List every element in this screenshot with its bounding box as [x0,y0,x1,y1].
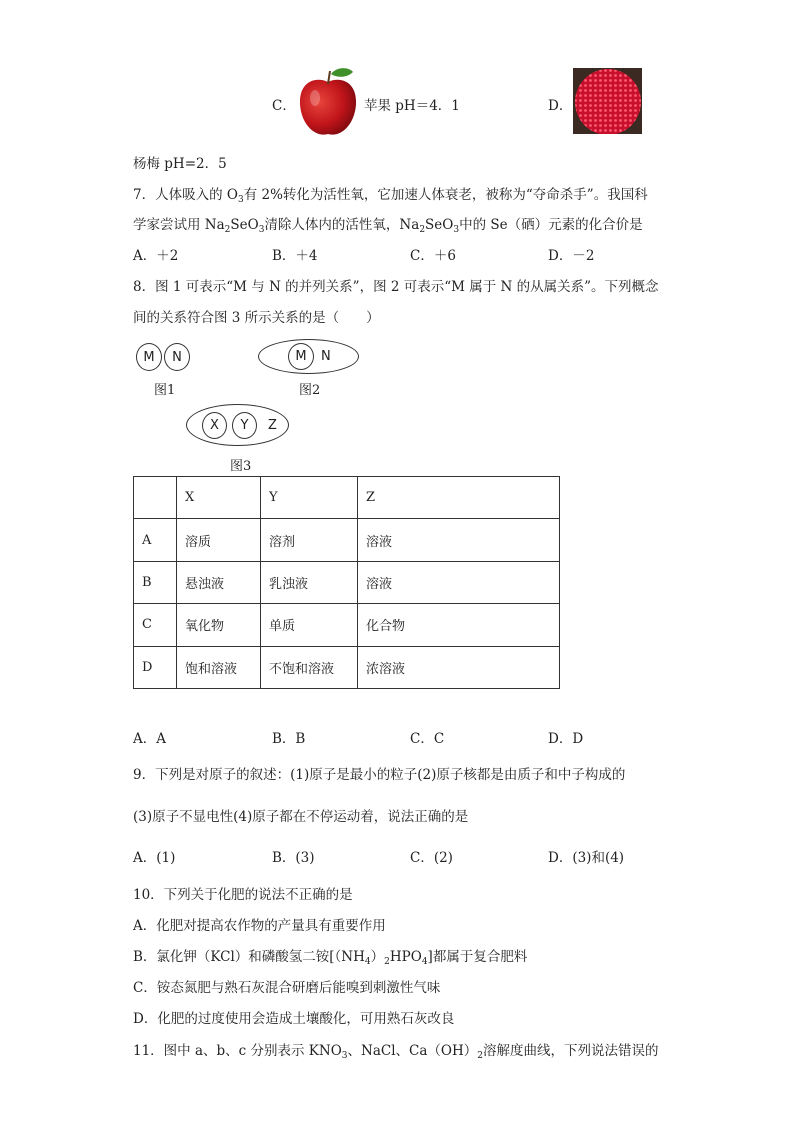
bayberry-image [573,68,642,134]
q8-option-c: C．C [410,731,445,747]
q9-option-d: D．(3)和(4) [548,850,625,866]
q7-option-d: D．－2 [548,248,595,264]
q7-option-c: C．＋6 [410,248,456,264]
table-row [134,561,560,603]
q10-stem: 10．下列关于化肥的说法不正确的是 [133,887,353,903]
q6-option-c-text: 苹果 pH＝4．1 [364,98,460,114]
fig2-label-n: N [321,349,331,364]
q8-option-b: B．B [272,731,306,747]
table-cell: 溶质 [177,519,261,561]
table-cell: 浓溶液 [358,646,560,688]
table-cell: D [134,646,177,688]
q8-stem-line1: 8．图 1 可表示“M 与 N 的并列关系”，图 2 可表示“M 属于 N 的从属关系”。下列概念 [133,279,659,295]
table-cell: Z [358,477,560,519]
q8-option-a: A．A [133,731,166,747]
table-cell: B [134,561,177,603]
table-cell: 氧化物 [177,604,261,646]
q6-option-d-text: 杨梅 pH=2．5 [133,156,227,172]
fig2-caption: 图2 [299,383,321,398]
fig3-caption: 图3 [230,459,252,474]
table-row [134,519,560,561]
q9-option-a: A．(1) [133,850,176,866]
table-cell: 悬浊液 [177,561,261,603]
table-row [134,646,560,688]
fig1-circle-n: N [164,343,190,371]
q10-option-a: A．化肥对提高农作物的产量具有重要作用 [133,918,386,934]
q11-stem-line1: 11．图中 a、b、c 分别表示 $KNO_3$、NaCl、$Ca(OH)_2$溶解度曲线，下列说法错误的 [133,1043,659,1061]
q7-option-b: B．＋4 [272,248,318,264]
table-cell: 饱和溶液 [177,646,261,688]
q8-options-table [133,476,560,689]
q9-stem-line1: 9．下列是对原子的叙述：(1)原子是最小的粒子(2)原子核都是由质子和中子构成的 [133,767,626,783]
table-cell: 溶液 [358,561,560,603]
table-header-row [134,477,560,519]
q9-option-b: B．(3) [272,850,315,866]
fig1-caption: 图1 [154,383,176,398]
table-cell: A [134,519,177,561]
q9-option-c: C．(2) [410,850,453,866]
table-cell: X [177,477,261,519]
fig3-circle-x: X [202,412,227,439]
q10-option-b: B．氯化钾（KCl）和磷酸氢二铵$[(NH_4)_2HPO_4]$都属于复合肥料 [133,949,528,967]
q9-stem-line2: (3)原子不显电性(4)原子都在不停运动着，说法正确的是 [133,809,469,825]
table-cell: 乳浊液 [261,561,358,603]
q10-option-d: D．化肥的过度使用会造成土壤酸化，可用熟石灰改良 [133,1011,455,1027]
fig3-circle-y: Y [232,412,257,439]
q6-option-d-letter: D． [548,98,573,114]
fig2-circle-m: M [288,343,314,370]
q7-option-a: A．＋2 [133,248,179,264]
table-cell: 化合物 [358,604,560,646]
q8-stem-line2: 间的关系符合图 3 所示关系的是（ ） [133,310,380,326]
apple-image [297,66,359,138]
table-cell: 单质 [261,604,358,646]
q8-option-d: D．D [548,731,584,747]
table-cell [134,477,177,519]
table-cell: 不饱和溶液 [261,646,358,688]
table-cell: Y [261,477,358,519]
table-cell: 溶剂 [261,519,358,561]
q7-stem-line2: 学家尝试用 $Na_2SeO_3$清除人体内的活性氧，$Na_2SeO_3$中的 Se（硒）元素的化合价是 [133,217,643,235]
fig3-label-z: Z [268,418,277,433]
table-cell: 溶液 [358,519,560,561]
q10-option-c: C．铵态氮肥与熟石灰混合研磨后能嗅到刺激性气味 [133,980,441,996]
table-row [134,604,560,646]
q6-option-c-letter: C． [272,98,296,114]
fig1-circle-m: M [136,343,162,371]
table-cell: C [134,604,177,646]
q7-stem-line1: 7．人体吸入的 $O_3$有 2%转化为活性氧，它加速人体衰老，被称为“夺命杀手”。我国科 [133,187,648,205]
